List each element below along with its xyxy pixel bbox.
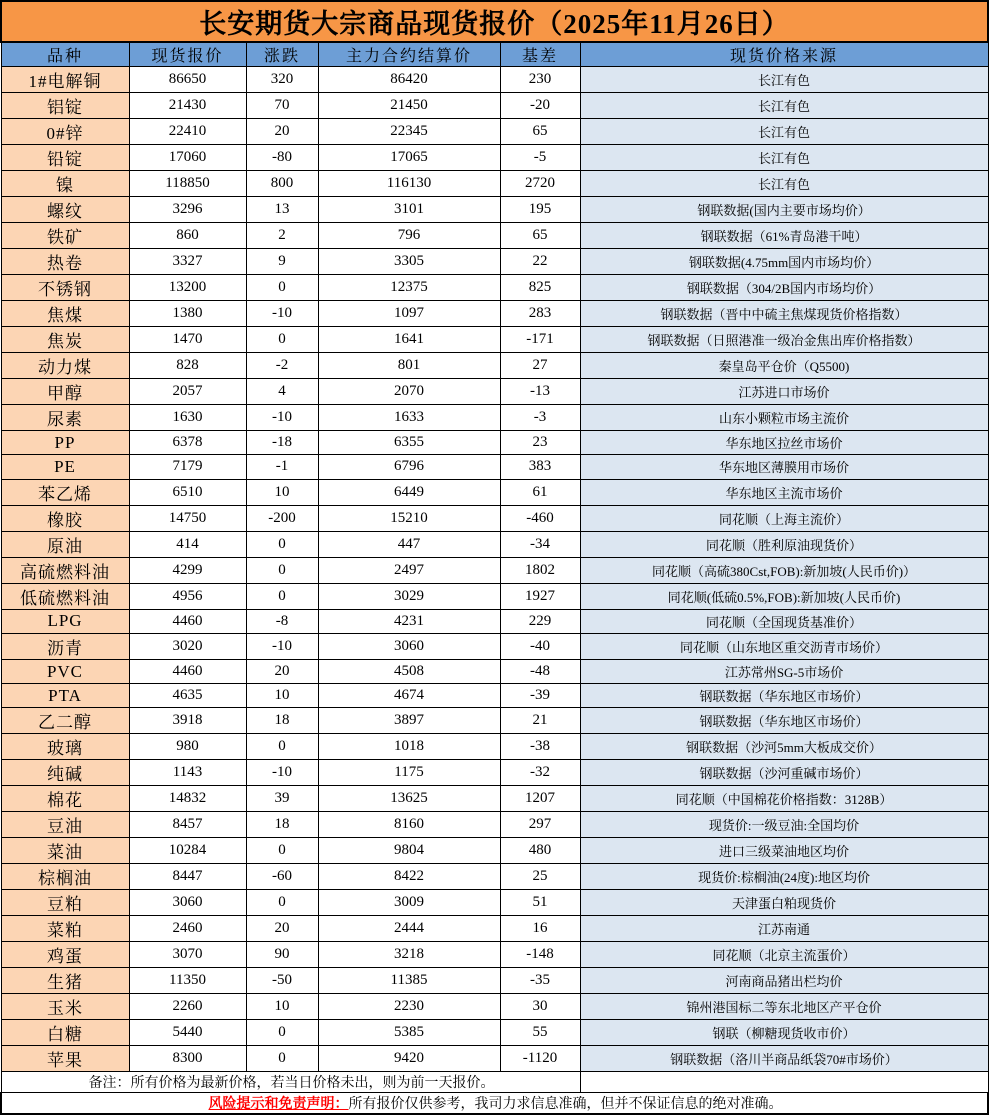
basis-cell: -148 xyxy=(500,942,580,968)
table-row xyxy=(1,1046,988,1072)
note-empty-cell xyxy=(580,1072,988,1093)
settlement-cell: 3897 xyxy=(318,708,500,734)
variety-cell: 螺纹 xyxy=(1,197,129,223)
spot-price-cell: 10284 xyxy=(129,838,246,864)
settlement-cell: 1175 xyxy=(318,760,500,786)
table-row xyxy=(1,942,988,968)
source-cell: 钢联数据（华东地区市场价） xyxy=(580,708,988,734)
variety-cell: 尿素 xyxy=(1,405,129,431)
spot-price-cell: 2460 xyxy=(129,916,246,942)
basis-cell: -1120 xyxy=(500,1046,580,1072)
spot-price-cell: 5440 xyxy=(129,1020,246,1046)
basis-cell: 61 xyxy=(500,479,580,505)
spot-price-cell: 3020 xyxy=(129,633,246,659)
source-cell: 长江有色 xyxy=(580,171,988,197)
settlement-cell: 2444 xyxy=(318,916,500,942)
table-row xyxy=(1,633,988,659)
table-row xyxy=(1,353,988,379)
basis-cell: -34 xyxy=(500,531,580,557)
variety-cell: 沥青 xyxy=(1,633,129,659)
basis-cell: -35 xyxy=(500,968,580,994)
table-row xyxy=(1,479,988,505)
spot-price-cell: 8457 xyxy=(129,812,246,838)
table-row xyxy=(1,994,988,1020)
variety-cell: 镍 xyxy=(1,171,129,197)
table-row xyxy=(1,327,988,353)
variety-cell: 橡胶 xyxy=(1,505,129,531)
settlement-cell: 447 xyxy=(318,531,500,557)
basis-cell: -48 xyxy=(500,659,580,683)
variety-cell: 铝锭 xyxy=(1,93,129,119)
basis-cell: -3 xyxy=(500,405,580,431)
source-cell: 钢联数据(国内主要市场均价） xyxy=(580,197,988,223)
change-cell: -10 xyxy=(246,633,318,659)
settlement-cell: 3009 xyxy=(318,890,500,916)
basis-cell: 283 xyxy=(500,301,580,327)
source-cell: 天津蛋白粕现货价 xyxy=(580,890,988,916)
source-cell: 同花顺（上海主流价） xyxy=(580,505,988,531)
source-cell: 同花顺（全国现货基准价） xyxy=(580,609,988,633)
variety-cell: 菜油 xyxy=(1,838,129,864)
variety-cell: 乙二醇 xyxy=(1,708,129,734)
settlement-cell: 2497 xyxy=(318,557,500,583)
table-row xyxy=(1,812,988,838)
source-cell: 锦州港国标二等东北地区产平仓价 xyxy=(580,994,988,1020)
variety-cell: PP xyxy=(1,431,129,455)
settlement-cell: 3218 xyxy=(318,942,500,968)
basis-cell: 16 xyxy=(500,916,580,942)
basis-cell: 297 xyxy=(500,812,580,838)
settlement-cell: 4231 xyxy=(318,609,500,633)
source-cell: 山东小颗粒市场主流价 xyxy=(580,405,988,431)
basis-cell: -20 xyxy=(500,93,580,119)
spot-price-cell: 860 xyxy=(129,223,246,249)
change-cell: 0 xyxy=(246,734,318,760)
change-cell: 0 xyxy=(246,1046,318,1072)
settlement-cell: 1641 xyxy=(318,327,500,353)
settlement-cell: 15210 xyxy=(318,505,500,531)
change-cell: 320 xyxy=(246,67,318,93)
table-row xyxy=(1,684,988,708)
spot-price-cell: 1630 xyxy=(129,405,246,431)
settlement-cell: 22345 xyxy=(318,119,500,145)
source-cell: 钢联（柳糖现货收市价） xyxy=(580,1020,988,1046)
basis-cell: 25 xyxy=(500,864,580,890)
note-text: 备注：所有价格为最新价格，若当日价格未出，则为前一天报价。 xyxy=(1,1072,580,1093)
source-cell: 钢联数据（沙河5mm大板成交价） xyxy=(580,734,988,760)
basis-cell: 195 xyxy=(500,197,580,223)
table-row xyxy=(1,557,988,583)
source-cell: 钢联数据(4.75mm国内市场均价） xyxy=(580,249,988,275)
spot-price-cell: 8447 xyxy=(129,864,246,890)
source-cell: 同花顺（高硫380Cst,FOB):新加坡(人民币价)） xyxy=(580,557,988,583)
basis-cell: 21 xyxy=(500,708,580,734)
table-row xyxy=(1,431,988,455)
table-row xyxy=(1,119,988,145)
variety-cell: 焦炭 xyxy=(1,327,129,353)
change-cell: -2 xyxy=(246,353,318,379)
variety-cell: 焦煤 xyxy=(1,301,129,327)
source-cell: 同花顺（北京主流蛋价） xyxy=(580,942,988,968)
settlement-cell: 2230 xyxy=(318,994,500,1020)
spot-price-cell: 11350 xyxy=(129,968,246,994)
spot-price-cell: 14750 xyxy=(129,505,246,531)
change-cell: 9 xyxy=(246,249,318,275)
source-cell: 同花顺（山东地区重交沥青市场价） xyxy=(580,633,988,659)
variety-cell: PE xyxy=(1,455,129,479)
variety-cell: 纯碱 xyxy=(1,760,129,786)
source-cell: 长江有色 xyxy=(580,93,988,119)
basis-cell: 27 xyxy=(500,353,580,379)
table-row xyxy=(1,864,988,890)
basis-cell: -40 xyxy=(500,633,580,659)
table-row xyxy=(1,379,988,405)
spot-price-cell: 7179 xyxy=(129,455,246,479)
variety-cell: 0#锌 xyxy=(1,119,129,145)
column-header-row xyxy=(1,42,988,67)
table-row xyxy=(1,275,988,301)
change-cell: 0 xyxy=(246,838,318,864)
change-cell: 20 xyxy=(246,916,318,942)
basis-cell: 1802 xyxy=(500,557,580,583)
settlement-cell: 8160 xyxy=(318,812,500,838)
settlement-cell: 8422 xyxy=(318,864,500,890)
col-header-basis: 基差 xyxy=(500,42,580,67)
settlement-cell: 9420 xyxy=(318,1046,500,1072)
settlement-cell: 6355 xyxy=(318,431,500,455)
source-cell: 同花顺（中国棉花价格指数：3128B） xyxy=(580,786,988,812)
variety-cell: PTA xyxy=(1,684,129,708)
variety-cell: PVC xyxy=(1,659,129,683)
source-cell: 钢联数据（304/2B国内市场均价） xyxy=(580,275,988,301)
source-cell: 江苏进口市场价 xyxy=(580,379,988,405)
table-row xyxy=(1,531,988,557)
settlement-cell: 6449 xyxy=(318,479,500,505)
variety-cell: 玻璃 xyxy=(1,734,129,760)
spot-price-cell: 22410 xyxy=(129,119,246,145)
table-row xyxy=(1,197,988,223)
variety-cell: LPG xyxy=(1,609,129,633)
change-cell: 0 xyxy=(246,583,318,609)
change-cell: 2 xyxy=(246,223,318,249)
spot-price-cell: 1143 xyxy=(129,760,246,786)
variety-cell: 1#电解铜 xyxy=(1,67,129,93)
spot-price-cell: 1380 xyxy=(129,301,246,327)
spot-price-cell: 118850 xyxy=(129,171,246,197)
spot-price-cell: 4956 xyxy=(129,583,246,609)
variety-cell: 鸡蛋 xyxy=(1,942,129,968)
spot-price-cell: 13200 xyxy=(129,275,246,301)
basis-cell: -171 xyxy=(500,327,580,353)
basis-cell: 55 xyxy=(500,1020,580,1046)
basis-cell: 51 xyxy=(500,890,580,916)
settlement-cell: 796 xyxy=(318,223,500,249)
basis-cell: 2720 xyxy=(500,171,580,197)
settlement-cell: 4508 xyxy=(318,659,500,683)
source-cell: 钢联数据（华东地区市场价） xyxy=(580,684,988,708)
variety-cell: 铅锭 xyxy=(1,145,129,171)
spot-price-cell: 980 xyxy=(129,734,246,760)
spot-price-cell: 6378 xyxy=(129,431,246,455)
spot-price-cell: 3296 xyxy=(129,197,246,223)
spot-price-cell: 4635 xyxy=(129,684,246,708)
change-cell: 0 xyxy=(246,1020,318,1046)
basis-cell: -13 xyxy=(500,379,580,405)
settlement-cell: 116130 xyxy=(318,171,500,197)
source-cell: 江苏南通 xyxy=(580,916,988,942)
settlement-cell: 12375 xyxy=(318,275,500,301)
settlement-cell: 2070 xyxy=(318,379,500,405)
variety-cell: 苯乙烯 xyxy=(1,479,129,505)
variety-cell: 苹果 xyxy=(1,1046,129,1072)
table-row xyxy=(1,734,988,760)
settlement-cell: 4674 xyxy=(318,684,500,708)
change-cell: -80 xyxy=(246,145,318,171)
spot-price-cell: 8300 xyxy=(129,1046,246,1072)
settlement-cell: 3101 xyxy=(318,197,500,223)
settlement-cell: 3060 xyxy=(318,633,500,659)
spot-price-cell: 2260 xyxy=(129,994,246,1020)
table-row xyxy=(1,67,988,93)
table-row xyxy=(1,838,988,864)
spot-price-cell: 21430 xyxy=(129,93,246,119)
variety-cell: 不锈钢 xyxy=(1,275,129,301)
source-cell: 同花顺（胜利原油现货价） xyxy=(580,531,988,557)
source-cell: 秦皇岛平仓价（Q5500) xyxy=(580,353,988,379)
col-header-change: 涨跌 xyxy=(246,42,318,67)
change-cell: 39 xyxy=(246,786,318,812)
spot-price-cell: 2057 xyxy=(129,379,246,405)
basis-cell: 229 xyxy=(500,609,580,633)
variety-cell: 动力煤 xyxy=(1,353,129,379)
variety-cell: 原油 xyxy=(1,531,129,557)
change-cell: 90 xyxy=(246,942,318,968)
source-cell: 进口三级菜油地区均价 xyxy=(580,838,988,864)
table-row xyxy=(1,505,988,531)
spot-price-cell: 14832 xyxy=(129,786,246,812)
col-header-spot-price: 现货报价 xyxy=(129,42,246,67)
table-row xyxy=(1,93,988,119)
table-row xyxy=(1,968,988,994)
spot-price-cell: 4460 xyxy=(129,609,246,633)
change-cell: 800 xyxy=(246,171,318,197)
variety-cell: 豆粕 xyxy=(1,890,129,916)
variety-cell: 棕榈油 xyxy=(1,864,129,890)
change-cell: 0 xyxy=(246,275,318,301)
source-cell: 长江有色 xyxy=(580,119,988,145)
spot-price-cell: 3918 xyxy=(129,708,246,734)
basis-cell: 825 xyxy=(500,275,580,301)
source-cell: 现货价:一级豆油:全国均价 xyxy=(580,812,988,838)
table-row xyxy=(1,405,988,431)
variety-cell: 菜粕 xyxy=(1,916,129,942)
basis-cell: 65 xyxy=(500,223,580,249)
change-cell: 20 xyxy=(246,659,318,683)
col-header-source: 现货价格来源 xyxy=(580,42,988,67)
table-row xyxy=(1,249,988,275)
source-cell: 河南商品猪出栏均价 xyxy=(580,968,988,994)
change-cell: -8 xyxy=(246,609,318,633)
basis-cell: -32 xyxy=(500,760,580,786)
spot-price-cell: 6510 xyxy=(129,479,246,505)
basis-cell: 480 xyxy=(500,838,580,864)
table-row xyxy=(1,171,988,197)
basis-cell: 230 xyxy=(500,67,580,93)
col-header-settlement: 主力合约结算价 xyxy=(318,42,500,67)
settlement-cell: 6796 xyxy=(318,455,500,479)
settlement-cell: 1018 xyxy=(318,734,500,760)
variety-cell: 玉米 xyxy=(1,994,129,1020)
table-row xyxy=(1,301,988,327)
change-cell: 0 xyxy=(246,557,318,583)
spot-price-cell: 4299 xyxy=(129,557,246,583)
change-cell: -50 xyxy=(246,968,318,994)
change-cell: 0 xyxy=(246,531,318,557)
spot-price-cell: 414 xyxy=(129,531,246,557)
settlement-cell: 13625 xyxy=(318,786,500,812)
table-row xyxy=(1,659,988,683)
variety-cell: 热卷 xyxy=(1,249,129,275)
settlement-cell: 9804 xyxy=(318,838,500,864)
spot-price-cell: 86650 xyxy=(129,67,246,93)
change-cell: -200 xyxy=(246,505,318,531)
source-cell: 钢联数据（晋中中硫主焦煤现货价格指数） xyxy=(580,301,988,327)
basis-cell: 65 xyxy=(500,119,580,145)
basis-cell: 383 xyxy=(500,455,580,479)
table-row xyxy=(1,145,988,171)
change-cell: 10 xyxy=(246,684,318,708)
basis-cell: 1207 xyxy=(500,786,580,812)
variety-cell: 豆油 xyxy=(1,812,129,838)
variety-cell: 铁矿 xyxy=(1,223,129,249)
spot-price-cell: 3327 xyxy=(129,249,246,275)
change-cell: -10 xyxy=(246,405,318,431)
basis-cell: -5 xyxy=(500,145,580,171)
table-row xyxy=(1,583,988,609)
basis-cell: 30 xyxy=(500,994,580,1020)
basis-cell: 23 xyxy=(500,431,580,455)
spot-price-cell: 17060 xyxy=(129,145,246,171)
table-row xyxy=(1,1020,988,1046)
table-row xyxy=(1,455,988,479)
change-cell: 10 xyxy=(246,479,318,505)
source-cell: 钢联数据（洛川半商品纸袋70#市场价） xyxy=(580,1046,988,1072)
source-cell: 同花顺(低硫0.5%,FOB):新加坡(人民币价) xyxy=(580,583,988,609)
change-cell: -18 xyxy=(246,431,318,455)
settlement-cell: 801 xyxy=(318,353,500,379)
spot-price-cell: 828 xyxy=(129,353,246,379)
title-row xyxy=(1,1,988,42)
disclaimer-cell xyxy=(1,1093,988,1115)
change-cell: 20 xyxy=(246,119,318,145)
source-cell: 钢联数据（61%青岛港干吨） xyxy=(580,223,988,249)
change-cell: 0 xyxy=(246,327,318,353)
source-cell: 华东地区主流市场价 xyxy=(580,479,988,505)
spot-price-cell: 3070 xyxy=(129,942,246,968)
source-cell: 长江有色 xyxy=(580,67,988,93)
change-cell: -60 xyxy=(246,864,318,890)
note-row xyxy=(1,1072,988,1093)
basis-cell: -38 xyxy=(500,734,580,760)
settlement-cell: 3305 xyxy=(318,249,500,275)
variety-cell: 低硫燃料油 xyxy=(1,583,129,609)
basis-cell: 1927 xyxy=(500,583,580,609)
table-row xyxy=(1,760,988,786)
change-cell: 18 xyxy=(246,812,318,838)
basis-cell: 22 xyxy=(500,249,580,275)
page-title: 长安期货大宗商品现货报价（2025年11月26日） xyxy=(1,1,988,42)
table-row xyxy=(1,786,988,812)
variety-cell: 高硫燃料油 xyxy=(1,557,129,583)
source-cell: 长江有色 xyxy=(580,145,988,171)
spot-price-cell: 1470 xyxy=(129,327,246,353)
table-row xyxy=(1,708,988,734)
variety-cell: 生猪 xyxy=(1,968,129,994)
change-cell: 4 xyxy=(246,379,318,405)
disclaimer-row xyxy=(1,1093,988,1115)
settlement-cell: 5385 xyxy=(318,1020,500,1046)
disclaimer-label: 风险提示和免责声明： xyxy=(208,1097,349,1113)
change-cell: 10 xyxy=(246,994,318,1020)
source-cell: 华东地区拉丝市场价 xyxy=(580,431,988,455)
variety-cell: 甲醇 xyxy=(1,379,129,405)
variety-cell: 棉花 xyxy=(1,786,129,812)
change-cell: -1 xyxy=(246,455,318,479)
settlement-cell: 17065 xyxy=(318,145,500,171)
basis-cell: -460 xyxy=(500,505,580,531)
spot-price-cell: 4460 xyxy=(129,659,246,683)
table-row xyxy=(1,609,988,633)
source-cell: 现货价:棕榈油(24度):地区均价 xyxy=(580,864,988,890)
spot-price-cell: 3060 xyxy=(129,890,246,916)
settlement-cell: 11385 xyxy=(318,968,500,994)
settlement-cell: 86420 xyxy=(318,67,500,93)
change-cell: 13 xyxy=(246,197,318,223)
settlement-cell: 3029 xyxy=(318,583,500,609)
table-row xyxy=(1,223,988,249)
basis-cell: -39 xyxy=(500,684,580,708)
settlement-cell: 1097 xyxy=(318,301,500,327)
change-cell: -10 xyxy=(246,760,318,786)
variety-cell: 白糖 xyxy=(1,1020,129,1046)
table-row xyxy=(1,916,988,942)
change-cell: 70 xyxy=(246,93,318,119)
settlement-cell: 21450 xyxy=(318,93,500,119)
settlement-cell: 1633 xyxy=(318,405,500,431)
table-row xyxy=(1,890,988,916)
col-header-variety: 品种 xyxy=(1,42,129,67)
source-cell: 钢联数据（日照港准一级冶金焦出库价格指数） xyxy=(580,327,988,353)
change-cell: 18 xyxy=(246,708,318,734)
source-cell: 华东地区薄膜用市场价 xyxy=(580,455,988,479)
disclaimer-text: 所有报价仅供参考，我司力求信息准确，但并不保证信息的绝对准确。 xyxy=(348,1097,783,1113)
source-cell: 江苏常州SG-5市场价 xyxy=(580,659,988,683)
source-cell: 钢联数据（沙河重碱市场价） xyxy=(580,760,988,786)
change-cell: -10 xyxy=(246,301,318,327)
change-cell: 0 xyxy=(246,890,318,916)
